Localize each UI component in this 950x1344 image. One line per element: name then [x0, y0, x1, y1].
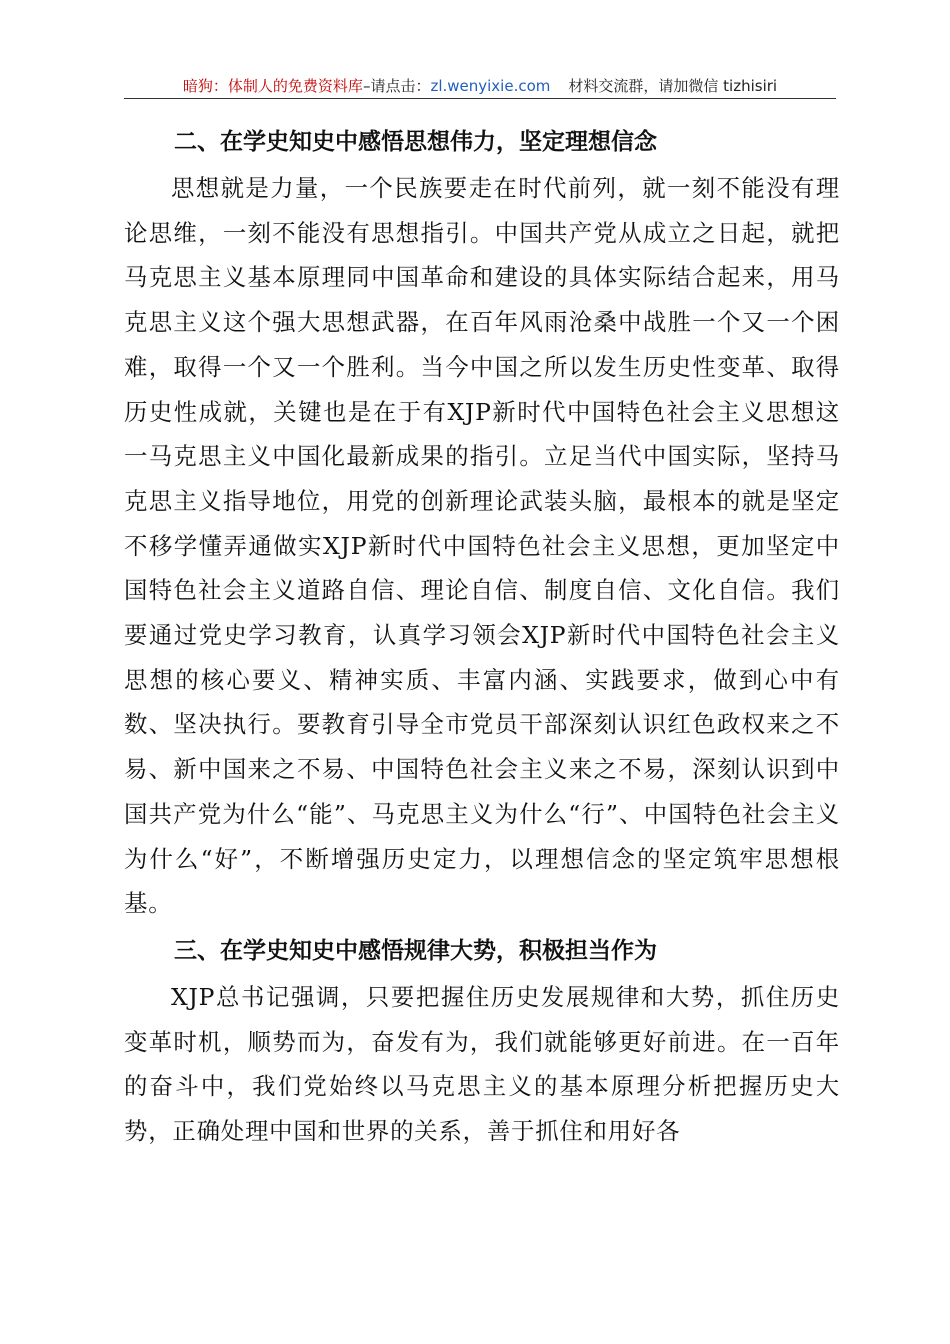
section-paragraph-3: XJP总书记强调，只要把握住历史发展规律和大势，抓住历史变革时机，顺势而为，奋发有为，我们就能够更好前进。在一百年的奋斗中，我们党始终以马克思主义的基本原理分析把握历史大势，正确处理中国和世界的关系，善于抓住和用好各 — [124, 982, 840, 1146]
header-site-label: 暗狗：体制人的免费资料库 — [182, 77, 363, 95]
header-click-prompt: –请点击： — [362, 77, 431, 95]
document-body — [124, 118, 840, 1154]
page-header — [124, 76, 836, 99]
header-url-link[interactable]: zl.wenyixie.com — [430, 77, 551, 95]
section-paragraph-2: 思想就是力量，一个民族要走在时代前列，就一刻不能没有理论思维，一刻不能没有思想指引。中国共产党从成立之日起，就把马克思主义基本原理同中国革命和建设的具体实际结合起来，用马克思主义这个强大思想武器，在百年风雨沧桑中战胜一个又一个困难，取得一个又一个胜利。当今中国之所以发生历史性变革、取得历史性成就，关键也是在于有XJP新时代中国特色社会主义思想这一马克思主义中国化最新成果的指引。立足当代中国实际，坚持马克思主义指导地位，用党的创新理论武装头脑，最根本的就是坚定不移学懂弄通做实XJP新时代中国特色社会主义思想，更加坚定中国特色社会主义道路自信、理论自信、制度自信、文化自信。我们要通过党史学习教育，认真学习领会XJP新时代中国特色社会主义思想的核心要义、精神实质、丰富内涵、实践要求，做到心中有数、坚决执行。要教育引导全市党员干部深刻认识红色政权来之不易、新中国来之不易、中国特色社会主义来之不易，深刻认识到中国共产党为什么“能”、马克思主义为什么“行”、中国特色社会主义为什么“好”，不断增强历史定力，以理想信念的坚定筑牢思想根基。 — [124, 174, 840, 918]
header-wechat-note: 材料交流群，请加微信 tizhisiri — [568, 77, 778, 95]
section-heading-2: 二、在学史知史中感悟思想伟力，坚定理想信念 — [174, 129, 657, 155]
section-heading-3: 三、在学史知史中感悟规律大势，积极担当作为 — [174, 937, 657, 964]
